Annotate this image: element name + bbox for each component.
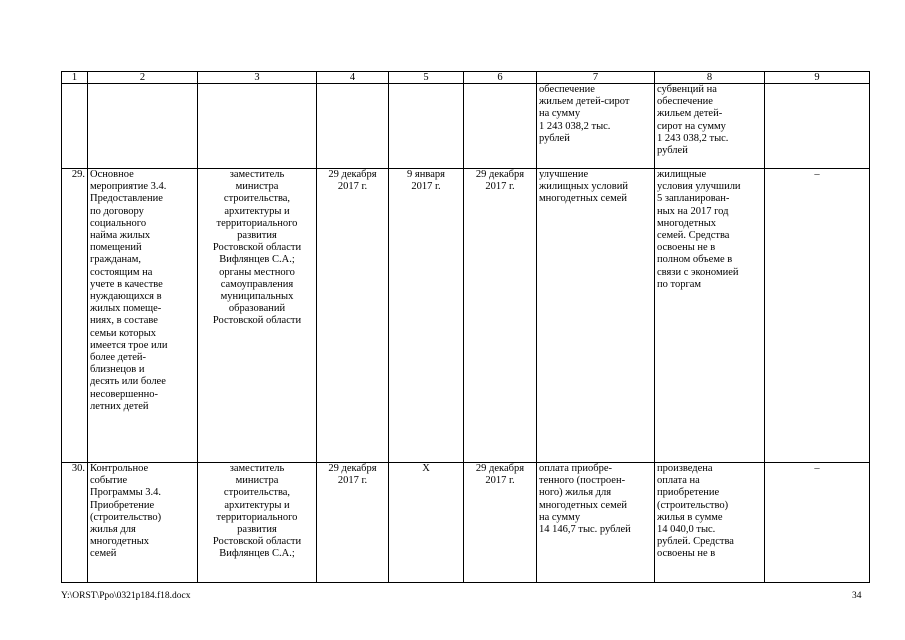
column-header: 6: [464, 72, 537, 84]
expected-result: улучшение жилищных условий многодетных семей: [537, 169, 655, 463]
expected-result: оплата приобре- тенного (построен- ного) жилья для многодетных семей на сумму 14 146,7 тыс. рублей: [537, 463, 655, 583]
plan-end-date: 29 декабря 2017 г.: [464, 463, 537, 583]
table-row: [62, 84, 870, 169]
row-number: 30.: [62, 463, 88, 583]
table-row: [62, 463, 870, 583]
reason: [765, 84, 870, 169]
column-header: 1: [62, 72, 88, 84]
row-number: 29.: [62, 169, 88, 463]
plan-end-date: [464, 84, 537, 169]
column-header: 8: [655, 72, 765, 84]
actual-result: субвенций на обеспечение жильем детей- сирот на сумму 1 243 038,2 тыс. рублей: [655, 84, 765, 169]
event-name: Контрольное событие Программы 3.4. Приобретение (строительство) жилья для многодетных семей: [88, 463, 198, 583]
reason: –: [765, 463, 870, 583]
plan-start-date: 29 декабря 2017 г.: [317, 463, 389, 583]
table-row: [62, 169, 870, 463]
fact-start-date: 9 января 2017 г.: [389, 169, 464, 463]
column-header: 2: [88, 72, 198, 84]
file-path: Y:\ORST\Ppo\0321p184.f18.docx: [61, 591, 191, 601]
executor: заместитель министра строительства, архитектуры и территориального развития Ростовской области Вифлянцев С.А.; органы местного самоуправления муниципальных образований Ростовской области: [198, 169, 317, 463]
column-header: 4: [317, 72, 389, 84]
fact-start-date: Х: [389, 463, 464, 583]
column-header: 5: [389, 72, 464, 84]
event-name: Основное мероприятие 3.4. Предоставление по договору социального найма жилых помещений гражданам, состоящим на учете в качестве нуждающихся в жилых помеще- ниях, в составе семьи которых имеется трое или более детей- близнецов и десять или более несовершенно- летних детей: [88, 169, 198, 463]
column-header: 9: [765, 72, 870, 84]
fact-start-date: [389, 84, 464, 169]
report-table: [61, 71, 870, 583]
reason: –: [765, 169, 870, 463]
expected-result: обеспечение жильем детей-сирот на сумму 1 243 038,2 тыс. рублей: [537, 84, 655, 169]
executor: [198, 84, 317, 169]
row-number: [62, 84, 88, 169]
column-header: 3: [198, 72, 317, 84]
header-row: [62, 72, 870, 84]
plan-start-date: 29 декабря 2017 г.: [317, 169, 389, 463]
executor: заместитель министра строительства, архитектуры и территориального развития Ростовской области Вифлянцев С.А.;: [198, 463, 317, 583]
plan-end-date: 29 декабря 2017 г.: [464, 169, 537, 463]
actual-result: произведена оплата на приобретение (строительство) жилья в сумме 14 040,0 тыс. рублей. Средства освоены не в: [655, 463, 765, 583]
column-header: 7: [537, 72, 655, 84]
actual-result: жилищные условия улучшили 5 запланирован- ных на 2017 год многодетных семей. Средства освоены не в полном объеме в связи с экономией по торгам: [655, 169, 765, 463]
plan-start-date: [317, 84, 389, 169]
page-number: 34: [852, 591, 862, 601]
event-name: [88, 84, 198, 169]
